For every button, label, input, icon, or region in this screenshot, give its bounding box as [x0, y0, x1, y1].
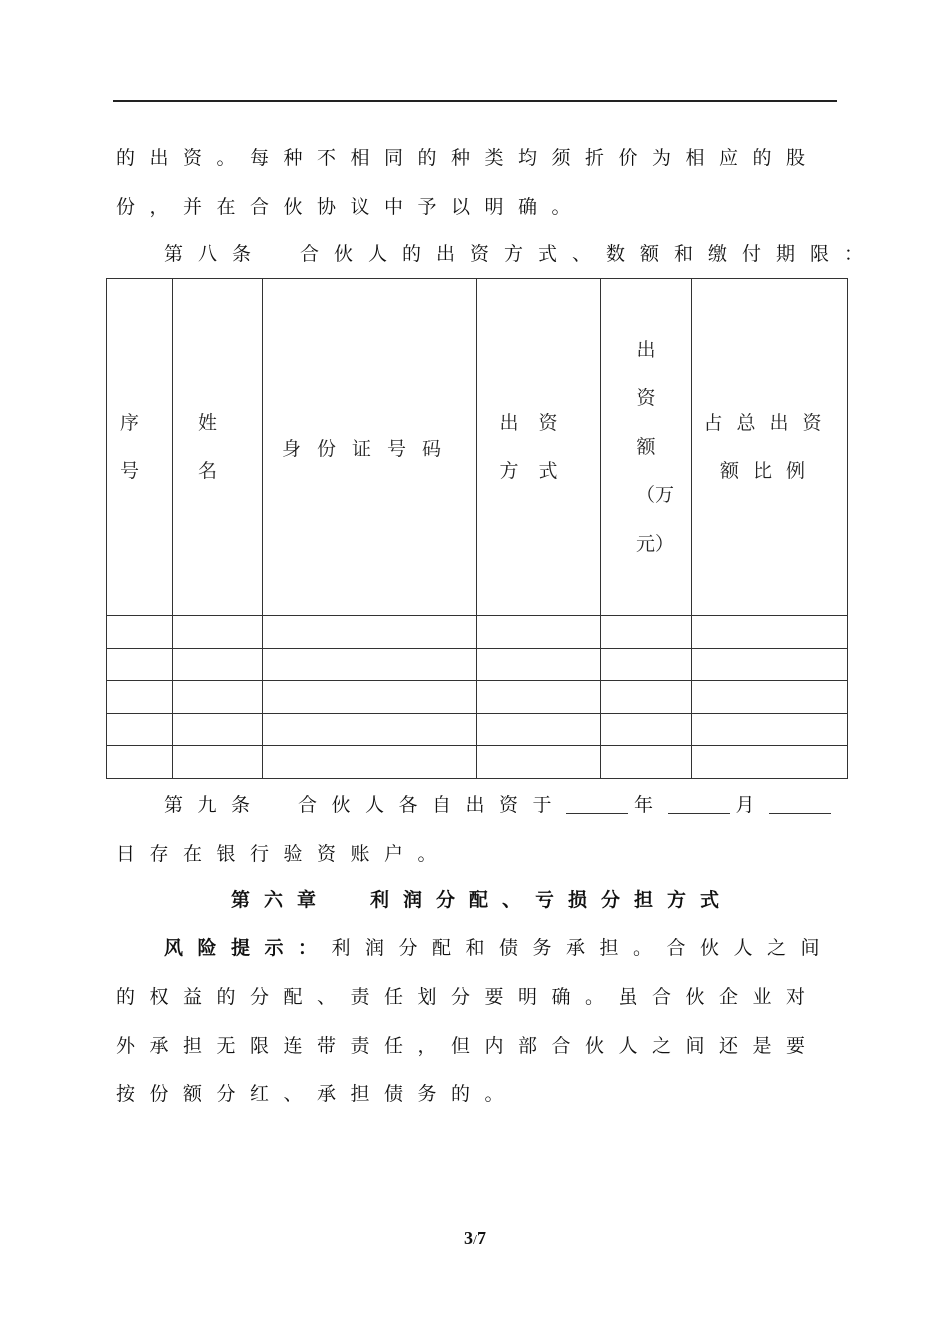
- risk-label: 风险提示：: [164, 937, 332, 959]
- chapter-title: 利润分配、亏损分担方式: [370, 889, 734, 911]
- col-ratio-header: [692, 279, 848, 616]
- header-rule: [113, 100, 837, 102]
- risk-line-1: [164, 936, 837, 960]
- col-method-header: [477, 279, 601, 616]
- month-blank[interactable]: [668, 795, 730, 814]
- table-row: [107, 616, 848, 649]
- page-number: [0, 1228, 950, 1249]
- table-row: [107, 713, 848, 746]
- method-label-1: 出资: [499, 412, 578, 434]
- seq-label-2: 号: [119, 460, 159, 482]
- name-label-2: 名: [197, 460, 237, 482]
- table-row: [107, 648, 848, 681]
- risk-text-1: 利润分配和债务承担。合伙人之间: [331, 937, 835, 959]
- id-label: 身份证号码: [281, 437, 457, 460]
- article-8-line: 第八条 合伙人的出资方式、数额和缴付期限：: [164, 243, 879, 265]
- col-amount-header: [601, 279, 692, 616]
- amount-label: 出资额（万元）: [636, 338, 675, 555]
- table-header-row: [107, 279, 848, 616]
- name-label-1: 姓: [197, 412, 237, 434]
- seq-label-1: 序: [119, 412, 159, 434]
- col-name-header: [173, 279, 263, 616]
- col-id-header: [263, 279, 477, 616]
- article-9-line: [164, 793, 837, 817]
- year-blank[interactable]: [566, 795, 628, 814]
- chapter-heading: [0, 888, 950, 912]
- table-row: [107, 681, 848, 714]
- method-label-2: 方式: [499, 460, 578, 482]
- page-total: 7: [476, 1228, 486, 1248]
- article-9-line-2: 日存在银行验资账户。: [116, 843, 452, 865]
- chapter-number: 第六章: [230, 889, 330, 911]
- risk-line-3: 外承担无限连带责任，但内部合伙人之间还是要: [116, 1035, 820, 1057]
- year-label: 年: [634, 794, 668, 816]
- col-seq-header: [107, 279, 173, 616]
- body-line-1: 的出资。每种不相同的种类均须折价为相应的股: [116, 147, 820, 169]
- ratio-label-2: 额比例: [719, 460, 819, 482]
- ratio-label-1: 占总出资: [703, 412, 836, 434]
- page-current: 3: [464, 1228, 474, 1248]
- page-separator: /: [473, 1233, 477, 1248]
- risk-line-4: 按份额分红、承担债务的。: [116, 1083, 519, 1105]
- risk-line-2: 的权益的分配、责任划分要明确。虽合伙企业对: [116, 986, 820, 1008]
- table-row: [107, 746, 848, 779]
- day-blank[interactable]: [769, 795, 831, 814]
- body-line-2: 份，并在合伙协议中予以明确。: [116, 196, 586, 218]
- article-9-prefix: 第九条 合伙人各自出资于: [164, 794, 567, 816]
- month-label: 月: [735, 794, 770, 816]
- contribution-table: [106, 278, 848, 779]
